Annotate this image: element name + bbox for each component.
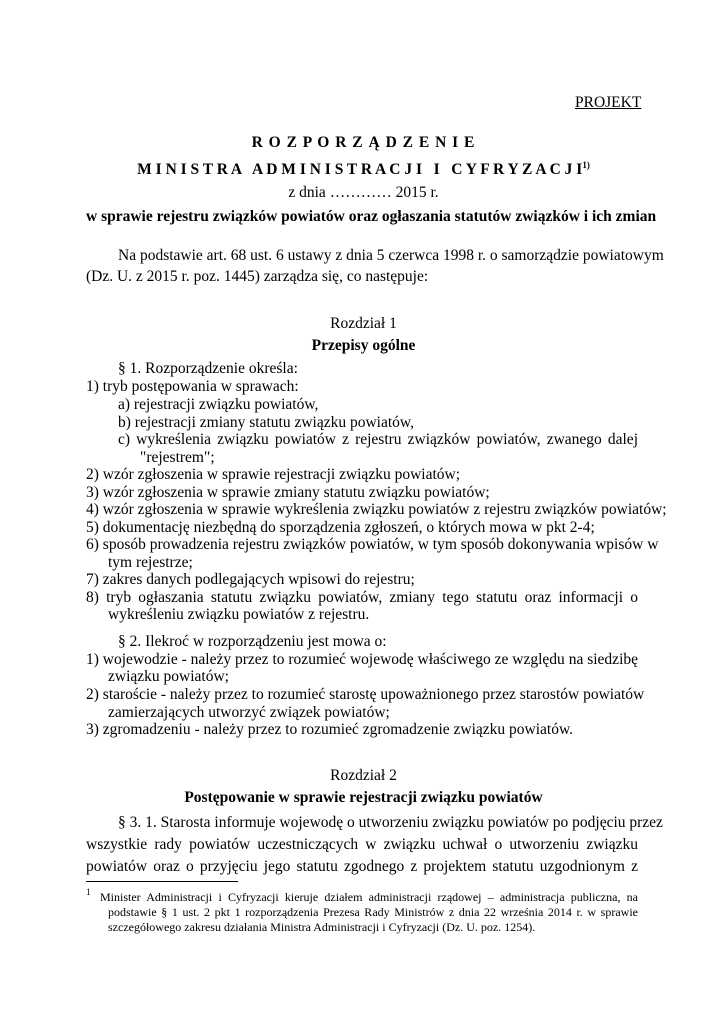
- regulation-title: R O Z P O R Z Ą D Z E N I E: [251, 134, 476, 151]
- list-item-continuation: związku powiatów;: [108, 668, 229, 685]
- footnote-marker: [86, 887, 91, 905]
- list-item-continuation: tym rejestrze;: [108, 554, 193, 571]
- preamble-line-1: Na podstawie art. 68 ust. 6 ustawy z dnia 5 czerwca 1998 r. o samorządzie powiatowym: [118, 247, 664, 264]
- chapter-2-title: Postępowanie w sprawie rejestracji związku powiatów: [184, 789, 543, 806]
- section-3-line-2: wszystkie rady powiatów uczestniczących w związku uchwał o utworzeniu związku: [86, 836, 638, 853]
- preamble-line-2: (Dz. U. z 2015 r. poz. 1445) zarządza się, co następuje:: [86, 268, 429, 285]
- section-3-line-3: powiatów oraz o przyjęciu jego statutu zgodnego z projektem statutu uzgodnionym z: [86, 858, 638, 875]
- list-item: 4) wzór zgłoszenia w sprawie wykreślenia związku powiatów z rejestru związków powiatów;: [86, 501, 667, 518]
- regulation-date: z dnia ………… 2015 r.: [288, 184, 439, 201]
- list-item-continuation: zamierzających utworzyć związek powiatów;: [108, 704, 390, 721]
- regulation-subject: w sprawie rejestru związków powiatów oraz ogłaszania statutów związków i ich zmian: [86, 208, 657, 225]
- list-item: 2) staroście - należy przez to rozumieć starostę upoważnionego przez starostów powiatów: [86, 686, 645, 703]
- footnote-line-3: szczegółowego zakresu działania Ministra Administracji i Cyfryzacji (Dz. U. poz. 1254).: [108, 920, 536, 934]
- footnote-number: 1: [86, 887, 91, 897]
- chapter-2-label: Rozdział 2: [330, 767, 397, 784]
- list-item-continuation: wykreśleniu związku powiatów z rejestru.: [108, 606, 370, 623]
- list-item: 1) wojewodzie - należy przez to rozumieć wojewodę właściwego ze względu na siedzibę: [86, 651, 638, 668]
- section-3-line-1: § 3. 1. Starosta informuje wojewodę o utworzeniu związku powiatów po podjęciu przez: [118, 814, 663, 831]
- list-item: b) rejestracji zmiany statutu związku powiatów,: [118, 414, 414, 431]
- list-item: 8) tryb ogłaszania statutu związku powiatów, zmiany tego statutu oraz informacji o: [86, 589, 638, 606]
- footnote-line-2: podstawie § 1 ust. 2 pkt 1 rozporządzenia Prezesa Rady Ministrów z dnia 22 września 2014 r. w sprawie: [108, 905, 638, 919]
- footnote-separator: [86, 881, 238, 882]
- list-item: 6) sposób prowadzenia rejestru związków powiatów, w tym sposób dokonywania wpisów w: [86, 536, 659, 553]
- list-item: 2) wzór zgłoszenia w sprawie rejestracji związku powiatów;: [86, 466, 461, 483]
- section-1-intro: § 1. Rozporządzenie określa:: [118, 360, 298, 377]
- list-item: c) wykreślenia związku powiatów z rejestru związków powiatów, zwanego dalej: [118, 431, 638, 448]
- list-item: 7) zakres danych podlegających wpisowi do rejestru;: [86, 571, 415, 588]
- footnote-reference: 1): [582, 160, 590, 170]
- minister-title-text: M I N I S T R A A D M I N I S T R A C J I I C Y F R Y Z A C J I: [137, 161, 583, 178]
- list-item: 3) zgromadzeniu - należy przez to rozumieć zgromadzenie związku powiatów.: [86, 721, 574, 738]
- list-item: 3) wzór zgłoszenia w sprawie zmiany statutu związku powiatów;: [86, 484, 490, 501]
- section-2-intro: § 2. Ilekroć w rozporządzeniu jest mowa o:: [118, 633, 387, 650]
- list-item: 5) dokumentację niezbędną do sporządzenia zgłoszeń, o których mowa w pkt 2-4;: [86, 519, 595, 536]
- list-item: 1) tryb postępowania w sprawach:: [86, 378, 299, 395]
- minister-title: [86, 160, 641, 179]
- chapter-1-title: Przepisy ogólne: [311, 337, 416, 354]
- list-item-continuation: "rejestrem";: [140, 449, 215, 466]
- draft-label: PROJEKT: [575, 94, 642, 111]
- footnote-line-1: Minister Administracji i Cyfryzacji kieruje działem administracji rządowej – administracja publiczna, na: [100, 890, 638, 904]
- chapter-1-label: Rozdział 1: [330, 315, 397, 332]
- list-item: a) rejestracji związku powiatów,: [118, 396, 319, 413]
